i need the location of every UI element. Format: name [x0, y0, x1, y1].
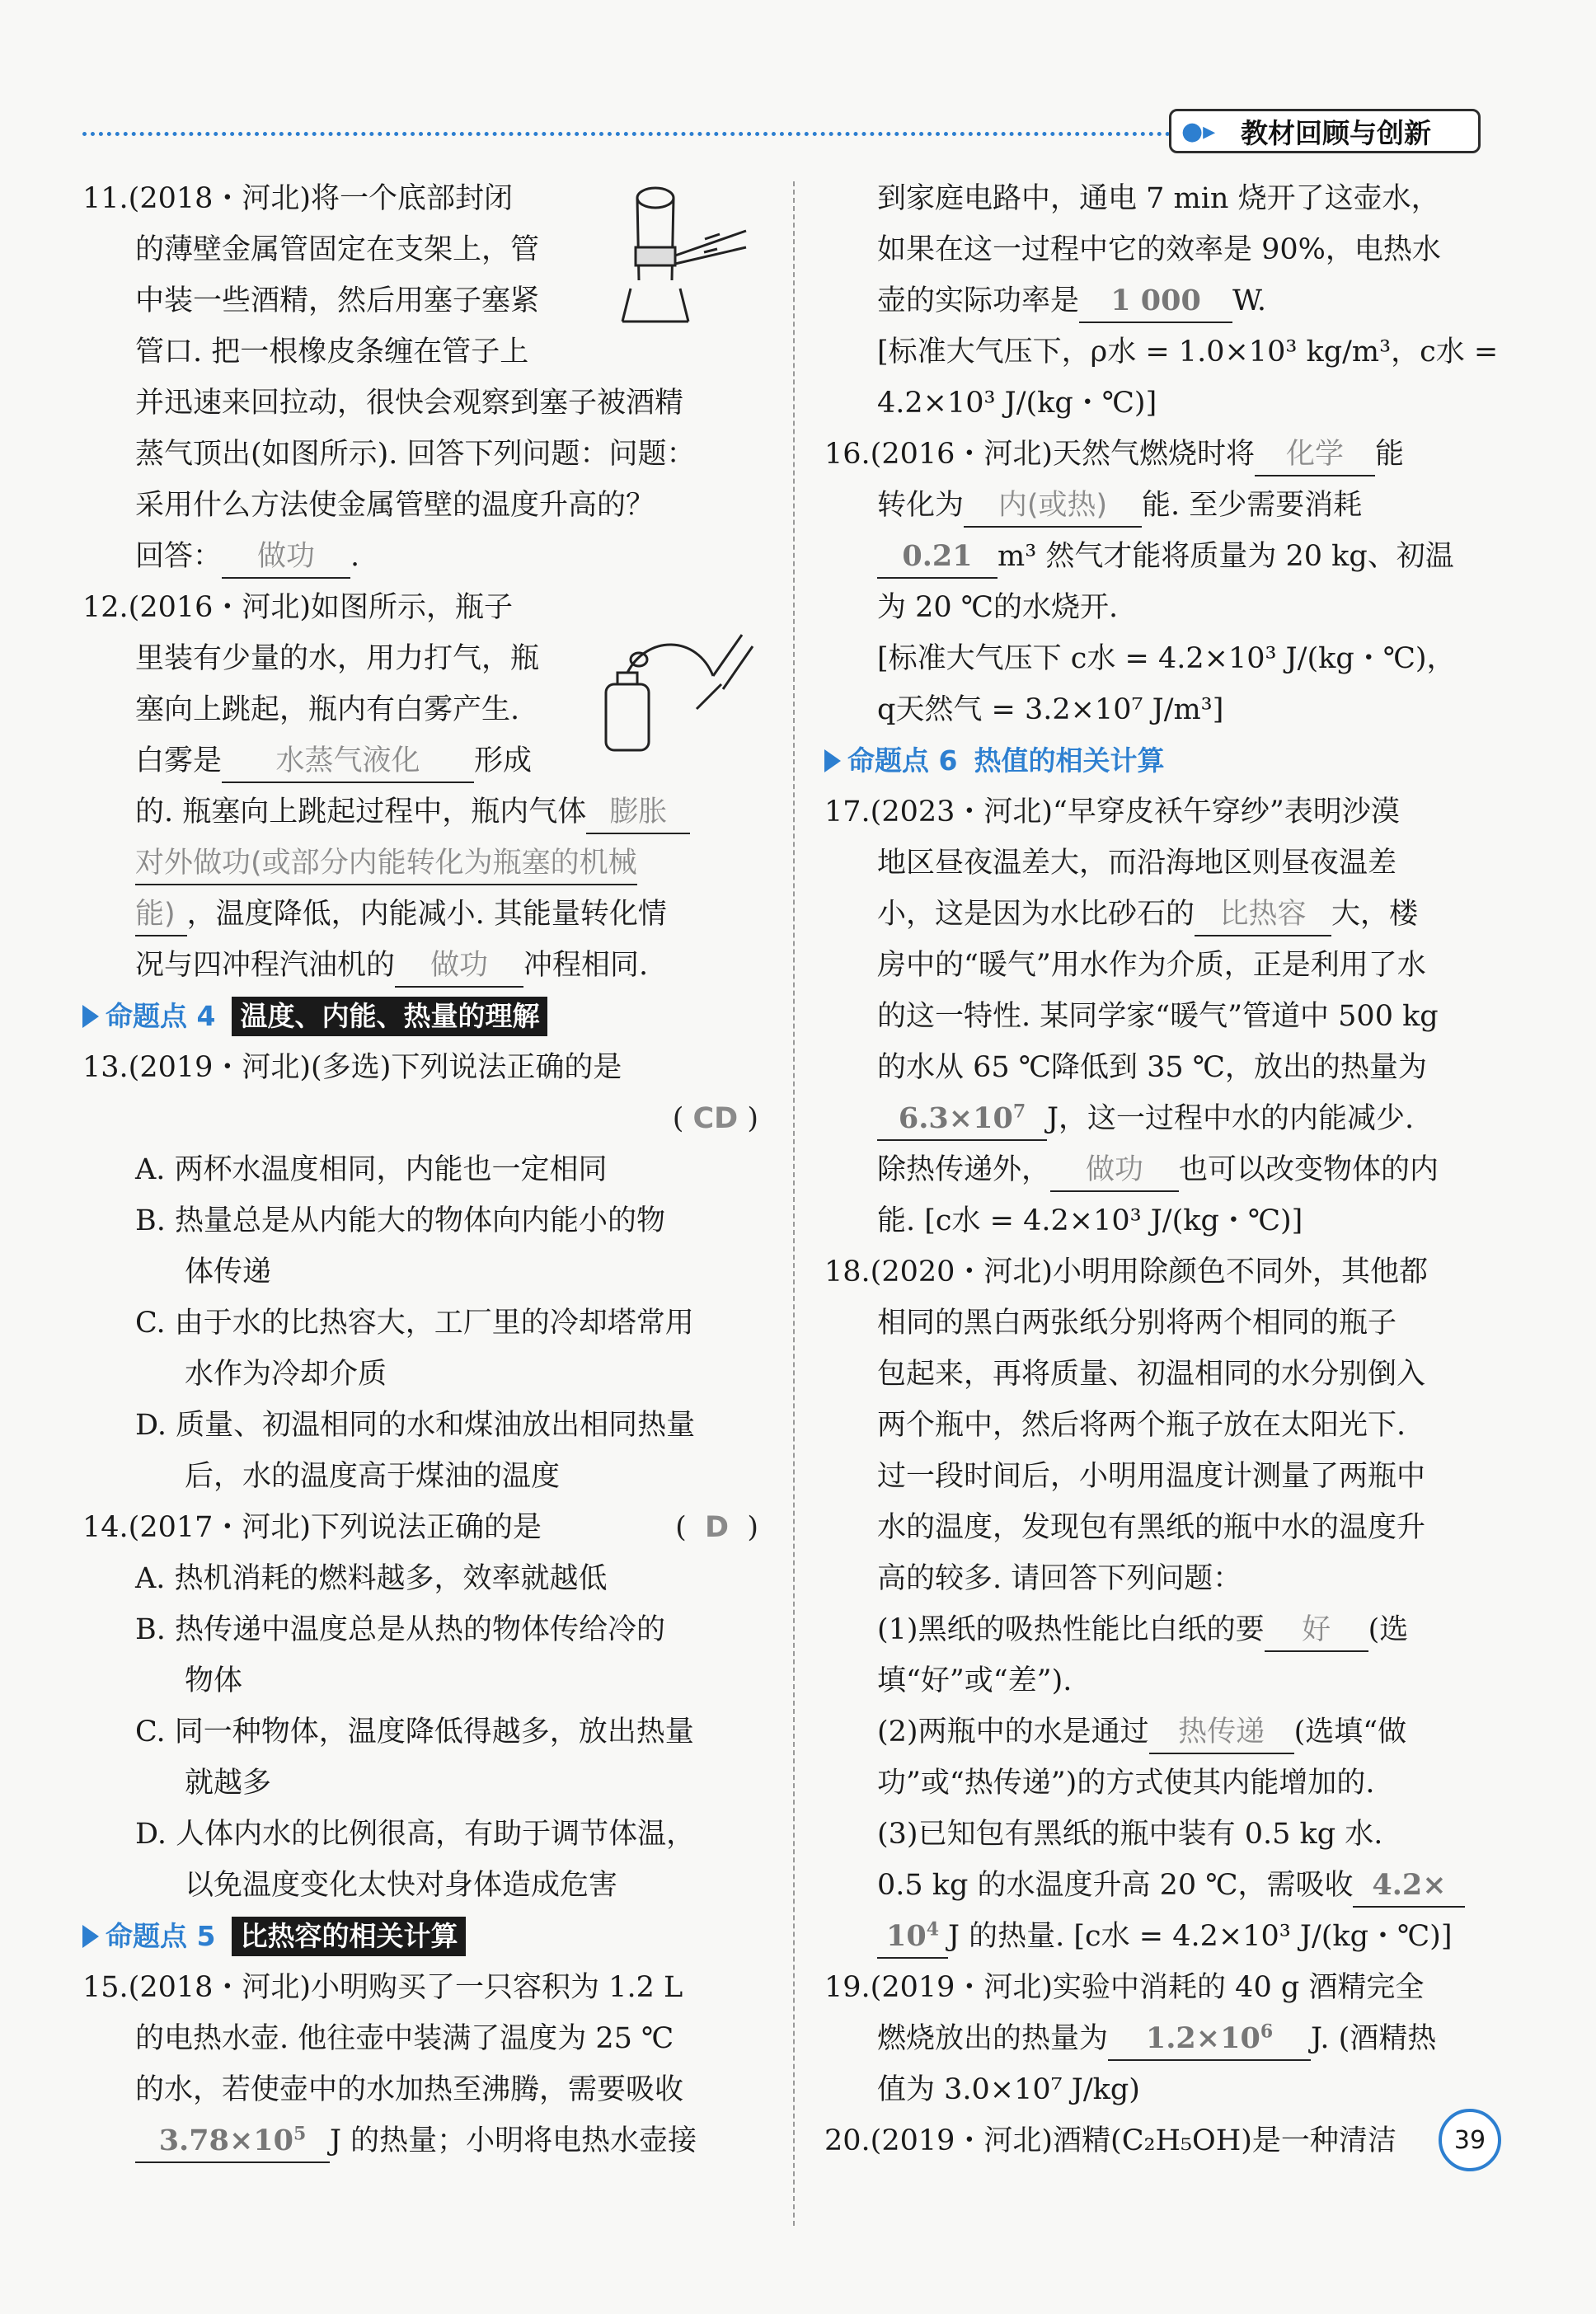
- text: 能. 至少需要消耗: [1142, 489, 1363, 522]
- q17-answer-1: 比热容: [1195, 894, 1331, 936]
- section-title: 教材回顾与创新: [1241, 116, 1431, 149]
- q18-line: [824, 1860, 1500, 1911]
- text: 转化为: [877, 489, 965, 522]
- topic-name: 热值的相关计算: [974, 744, 1165, 777]
- text: 冲程相同.: [523, 949, 649, 982]
- q11-line: 11.(2018・河北)将一个底部封闭: [82, 182, 514, 215]
- q15-answer-1-exp: 5: [293, 2123, 307, 2145]
- q12-line: [82, 838, 758, 889]
- q18-line: (3)已知包有黑纸的瓶中装有 0.5 kg 水.: [877, 1818, 1383, 1851]
- q12-line: 塞向上跳起，瓶内有白雾产生.: [135, 693, 520, 726]
- chevron-right-icon: ●▸: [1181, 116, 1216, 146]
- topic-name: 温度、内能、热量的理解: [232, 997, 547, 1036]
- q13-stem: 13.(2019・河北)(多选)下列说法正确的是: [82, 1051, 622, 1084]
- topic-name: 比热容的相关计算: [232, 1917, 466, 1956]
- text: (1)黑纸的吸热性能比白纸的要: [877, 1613, 1265, 1646]
- header-dotted-rule: [82, 132, 1171, 136]
- q15-line: 的电热水壶. 他往壶中装满了温度为 25 ℃: [135, 2022, 674, 2055]
- text: 的. 瓶塞向上跳起过程中，瓶内气体: [135, 796, 587, 828]
- q18-line: [824, 1911, 1500, 1962]
- q13-option: 体传递: [185, 1256, 272, 1288]
- text: J 的热量；小明将电热水壶接: [330, 2124, 697, 2157]
- column-divider: [793, 181, 795, 2226]
- q18-answer-3b: [877, 1916, 948, 1959]
- left-column: [82, 173, 758, 2166]
- topic-label: 命题点 4: [106, 1000, 216, 1032]
- text: (2)两瓶中的水是通过: [877, 1716, 1149, 1748]
- q18-answer-3b-base: 10: [885, 1919, 927, 1953]
- q17-line: 的这一特性. 某同学家“暖气”管道中 500 kg: [877, 1000, 1439, 1033]
- q12-answer-3: 做功: [395, 945, 523, 988]
- topic-label: 命题点 6: [847, 744, 958, 777]
- q15-line: [824, 275, 1500, 326]
- q14-option: 就越多: [185, 1767, 272, 1800]
- answer-prefix: 回答：: [135, 540, 223, 573]
- q12-line: [82, 786, 758, 838]
- text: 小，这是因为水比砂石的: [877, 898, 1195, 931]
- q17-line: [824, 1093, 1500, 1144]
- q13-option: 水作为冷却介质: [185, 1358, 387, 1391]
- q15-line: 的水，若使壶中的水加热至沸腾，需要吸收: [135, 2073, 684, 2106]
- q17-line: 17.(2023・河北)“早穿皮袄午穿纱”表明沙漠: [824, 796, 1400, 828]
- q11-line: 中装一些酒精，然后用塞子塞紧: [135, 284, 540, 317]
- q12-line: [82, 889, 758, 940]
- q18-line: 两个瓶中，然后将两个瓶子放在太阳光下.: [877, 1409, 1406, 1442]
- q15-answer-2: 1 000: [1079, 280, 1232, 323]
- q14-option: 以免温度变化太快对身体造成危害: [185, 1869, 618, 1902]
- text: 燃烧放出的热量为: [877, 2022, 1109, 2055]
- q17-line: 地区昼夜温差大，而沿海地区则昼夜温差: [877, 847, 1397, 880]
- text: (选: [1368, 1613, 1409, 1646]
- topic-4-heading: [82, 991, 758, 1042]
- q17-answer-2-exp: 7: [1012, 1101, 1026, 1123]
- q16-line: 为 20 ℃的水烧开.: [877, 591, 1119, 624]
- text: m³ 然气才能将质量为 20 kg、初温: [998, 540, 1454, 573]
- q19-line: [824, 2013, 1500, 2064]
- topic-label: 命题点 5: [106, 1920, 216, 1952]
- q15-answer-1: [135, 2120, 330, 2163]
- q15-line: 4.2×10³ J/(kg・℃)]: [877, 387, 1157, 420]
- q14-choice-value: D: [705, 1511, 730, 1544]
- triangle-icon: [82, 1005, 99, 1028]
- q17-line: 的水从 65 ℃降低到 35 ℃，放出的热量为: [877, 1051, 1427, 1084]
- text: 除热传递外，: [877, 1153, 1051, 1186]
- q12-answer-2c: 能): [135, 894, 187, 936]
- q15-line: 到家庭电路中，通电 7 min 烧开了这壶水，: [877, 182, 1440, 215]
- q17-line: 房中的“暖气”用水作为介质，正是利用了水: [877, 949, 1426, 982]
- q18-answer-1: 好: [1265, 1609, 1368, 1652]
- q20-line: 20.(2019・河北)酒精(C₂H₅OH)是一种清洁: [824, 2124, 1396, 2157]
- q15-line: [标准大气压下，ρ水 = 1.0×10³ kg/m³，c水 =: [877, 336, 1499, 368]
- q16-line: [824, 480, 1500, 531]
- q18-line: [824, 1604, 1500, 1655]
- q18-answer-2: 热传递: [1149, 1711, 1294, 1754]
- q12-line: [82, 735, 758, 786]
- q18-line: 包起来，再将质量、初温相同的水分别倒入: [877, 1358, 1426, 1391]
- q19-answer: [1108, 2018, 1311, 2061]
- q16-line: [824, 531, 1500, 582]
- q11-line: 的薄壁金属管固定在支架上，管: [135, 233, 540, 266]
- q16-line: [标准大气压下 c水 = 4.2×10³ J/(kg・℃)，: [877, 642, 1456, 675]
- text: 能: [1375, 438, 1405, 471]
- text: J，这一过程中水的内能减少.: [1047, 1102, 1415, 1135]
- q13-option: C. 由于水的比热容大，工厂里的冷却塔常用: [135, 1307, 694, 1340]
- triangle-icon: [82, 1925, 99, 1948]
- q16-answer-3: 0.21: [877, 536, 998, 579]
- q18-line: 高的较多. 请回答下列问题：: [877, 1562, 1242, 1595]
- q17-line: [824, 889, 1500, 940]
- q16-line: [824, 429, 1500, 480]
- q17-answer-3: 做功: [1050, 1149, 1179, 1192]
- q18-line: 相同的黑白两张纸分别将两个相同的瓶子: [877, 1307, 1397, 1340]
- text: J. (酒精热: [1311, 2022, 1437, 2055]
- q17-answer-2-base: 6.3×10: [898, 1101, 1013, 1135]
- q14-stem-line: [82, 1502, 758, 1553]
- q16-line: q天然气 = 3.2×10⁷ J/m³]: [877, 693, 1224, 726]
- q14-stem: 14.(2017・河北)下列说法正确的是: [82, 1511, 542, 1544]
- q15-answer-1-base: 3.78×10: [158, 2124, 293, 2157]
- q11-line: 采用什么方法使金属管壁的温度升高的？: [135, 489, 655, 522]
- q15-line: [82, 2115, 758, 2166]
- q11-line: 蒸气顶出(如图所示). 回答下列问题：问题：: [135, 438, 696, 471]
- q12-answer-2b: 对外做功(或部分内能转化为瓶塞的机械: [135, 843, 637, 885]
- text: 16.(2016・河北)天然气燃烧时将: [824, 438, 1256, 471]
- triangle-icon: [824, 749, 841, 772]
- q13-option: B. 热量总是从内能大的物体向内能小的物: [135, 1204, 665, 1237]
- text: ，温度降低，内能减小. 其能量转化情: [186, 898, 667, 931]
- q12-line: [82, 940, 758, 991]
- topic-5-heading: [82, 1911, 758, 1962]
- q15-line: 15.(2018・河北)小明购买了一只容积为 1.2 L: [82, 1971, 683, 2004]
- q18-answer-3a: 4.2×: [1353, 1865, 1465, 1908]
- q13-choice-value: CD: [692, 1102, 739, 1135]
- q18-line: 18.(2020・河北)小明用除颜色不同外，其他都: [824, 1256, 1429, 1288]
- q11-line: 并迅速来回拉动，很快会观察到塞子被酒精: [135, 387, 684, 420]
- q19-answer-base: 1.2×10: [1145, 2021, 1260, 2055]
- q12-line: 里装有少量的水，用力打气，瓶: [135, 642, 540, 675]
- q12-answer-2a: 膨胀: [586, 791, 690, 834]
- q13-choice-line: [82, 1093, 758, 1144]
- q11-answer-line: 回答： 做功 .: [82, 531, 758, 582]
- q19-answer-exp: 6: [1260, 2021, 1274, 2043]
- q16-answer-2: 内(或热): [964, 485, 1142, 528]
- q14-option: 物体: [185, 1664, 243, 1697]
- q18-line: [824, 1706, 1500, 1758]
- q13-choice: ( CD ): [672, 1102, 758, 1135]
- text: 也可以改变物体的内: [1179, 1153, 1439, 1186]
- right-column: [824, 173, 1500, 2166]
- q11-answer: 做功: [222, 536, 350, 579]
- q12-line: 12.(2016・河北)如图所示，瓶子: [82, 591, 514, 624]
- text: 大，楼: [1331, 898, 1419, 931]
- q19-line: 19.(2019・河北)实验中消耗的 40 g 酒精完全: [824, 1971, 1425, 2004]
- q13-option: 后，水的温度高于煤油的温度: [185, 1460, 561, 1493]
- q18-line: 水的温度，发现包有黑纸的瓶中水的温度升: [877, 1511, 1426, 1544]
- q14-option: B. 热传递中温度总是从热的物体传给冷的: [135, 1613, 665, 1646]
- q11-line: 管口. 把一根橡皮条缠在管子上: [135, 336, 529, 368]
- q13-option: D. 质量、初温相同的水和煤油放出相同热量: [135, 1409, 696, 1442]
- section-tag: [1169, 109, 1481, 153]
- q18-answer-3b-exp: 4: [926, 1918, 940, 1941]
- text: 白雾是: [135, 744, 223, 777]
- text: W.: [1232, 284, 1266, 317]
- q13-option: A. 两杯水温度相同，内能也一定相同: [135, 1153, 608, 1186]
- q15-line: 如果在这一过程中它的效率是 90%，电热水: [877, 233, 1441, 266]
- q17-line: [824, 1144, 1500, 1195]
- q17-line: 能. [c水 = 4.2×10³ J/(kg・℃)]: [877, 1204, 1303, 1237]
- q17-answer-2: [877, 1098, 1047, 1141]
- page-number: 39: [1439, 2109, 1501, 2171]
- q14-choice: ( D ): [675, 1511, 758, 1544]
- q18-line: 功”或“热传递”)的方式使其内能增加的.: [877, 1767, 1375, 1800]
- q12-answer-1: 水蒸气液化: [222, 740, 474, 783]
- q14-option: A. 热机消耗的燃料越多，效率就越低: [135, 1562, 608, 1595]
- text: J 的热量. [c水 = 4.2×10³ J/(kg・℃)]: [948, 1920, 1453, 1953]
- text: (选填“做: [1293, 1716, 1407, 1748]
- text: 0.5 kg 的水温度升高 20 ℃，需吸收: [877, 1869, 1354, 1902]
- q18-line: 填“好”或“差”).: [877, 1664, 1073, 1697]
- q19-line: 值为 3.0×10⁷ J/kg): [877, 2073, 1140, 2106]
- q16-answer-1: 化学: [1255, 434, 1375, 476]
- topic-6-heading: [824, 735, 1500, 786]
- text: 况与四冲程汽油机的: [135, 949, 396, 982]
- text: 壶的实际功率是: [877, 284, 1080, 317]
- q14-option: D. 人体内水的比例很高，有助于调节体温，: [135, 1818, 696, 1851]
- q14-option: C. 同一种物体，温度降低得越多，放出热量: [135, 1716, 694, 1748]
- q18-line: 过一段时间后，小明用温度计测量了两瓶中: [877, 1460, 1426, 1493]
- text: 形成: [474, 744, 533, 777]
